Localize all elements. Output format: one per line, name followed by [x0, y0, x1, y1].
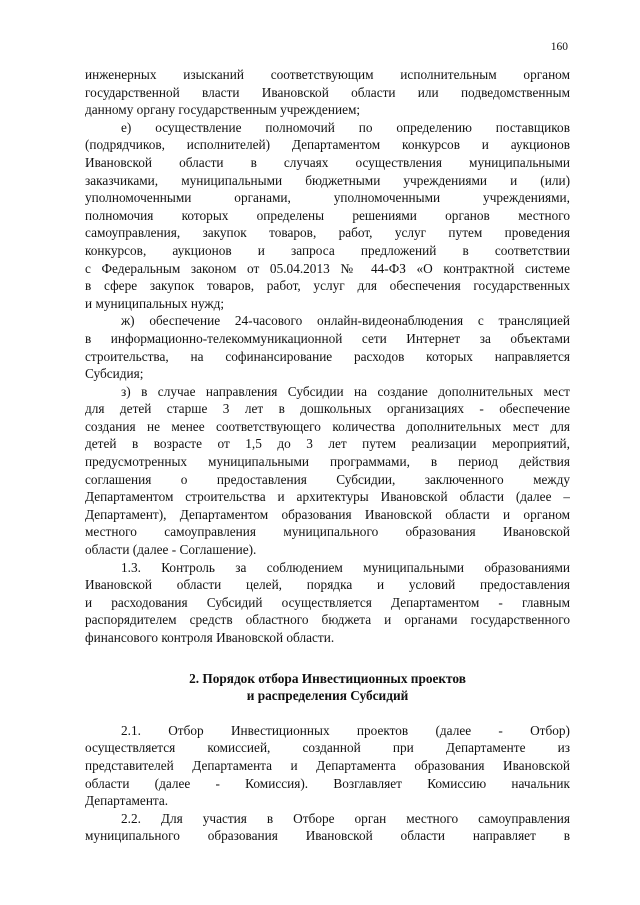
- text-line: данному органу государственным учреждением;: [85, 102, 361, 118]
- text-line: заказчиками, муниципальными бюджетными учреждениями и (или): [85, 172, 570, 188]
- paragraph-z-first-line: з) в случае направления Субсидии на создание дополнительных мест: [121, 383, 570, 399]
- text-line: в сфере закупок товаров, работ, услуг для обеспечения государственных: [85, 278, 570, 294]
- text-line: Ивановской области в случаях осуществления муниципальными: [85, 154, 570, 170]
- section-heading-line-2: и распределения Субсидий: [246, 688, 409, 704]
- text-line: Департаментом строительства и архитектуры Ивановской области (далее –: [85, 489, 570, 505]
- section-heading-line-1: 2. Порядок отбора Инвестиционных проектов: [189, 670, 466, 686]
- text-line: уполномоченными органами, уполномоченными учреждениями,: [85, 190, 570, 206]
- text-line: (подрядчиков, исполнителей) Департаментом конкурсов и аукционов: [85, 137, 570, 153]
- paragraph-e-first-line: е) осуществление полномочий по определению поставщиков: [121, 119, 570, 135]
- text-line: инженерных изысканий соответствующим исполнительным органом: [85, 67, 570, 82]
- text-line: распорядителем средств областного бюджета и органами государственного: [85, 612, 570, 628]
- text-line: конкурсов, аукционов и запроса предложений в соответствии: [85, 242, 570, 258]
- text-line: создания не менее соответствующего количества дополнительных мест для: [85, 418, 570, 434]
- text-line: в информационно-телекоммуникационной сети Интернет за объектами: [85, 330, 570, 346]
- text-line: Департамента.: [85, 793, 169, 809]
- text-line: с Федеральным законом от 05.04.2013 № 44-ФЗ «О контрактной системе: [85, 260, 570, 276]
- page-number: 160: [550, 41, 568, 53]
- text-line: государственной власти Ивановской области или подведомственным: [85, 84, 570, 100]
- paragraph-1-3-first-line: 1.3. Контроль за соблюдением муниципальными образованиями: [121, 559, 570, 575]
- text-line: предусмотренных муниципальными программами, в период действия: [85, 454, 570, 470]
- text-line: полномочия которых определены решениями органов местного: [85, 207, 570, 223]
- text-line: самоуправления, закупок товаров, работ, услуг путем проведения: [85, 225, 570, 241]
- paragraph-2-2-first-line: 2.2. Для участия в Отборе орган местного самоуправления: [121, 810, 570, 826]
- text-line: строительства, на софинансирование расходов которых направляется: [85, 348, 570, 364]
- text-line: Департамент), Департаментом образования Ивановской области и органом: [85, 506, 570, 522]
- document-body: [85, 66, 570, 845]
- text-line: для детей старше 3 лет в дошкольных организациях - обеспечение: [85, 401, 570, 417]
- text-line: области (далее - Соглашение).: [85, 542, 257, 558]
- text-line: местного самоуправления муниципального образования Ивановской: [85, 524, 570, 540]
- text-line: муниципального образования Ивановской области направляет в: [85, 828, 570, 844]
- paragraph-2-1-first-line: 2.1. Отбор Инвестиционных проектов (далее - Отбор): [121, 722, 570, 738]
- text-line: финансового контроля Ивановской области.: [85, 630, 335, 645]
- spacer: [85, 705, 570, 722]
- spacer: [85, 647, 570, 670]
- text-line: области (далее - Комиссия). Возглавляет Комиссию начальник: [85, 775, 570, 791]
- text-line: соглашения о предоставления Субсидии, заключенного между: [85, 471, 570, 487]
- text-line: и расходования Субсидий осуществляется Департаментом - главным: [85, 594, 570, 610]
- text-line: и муниципальных нужд;: [85, 295, 225, 311]
- text-line: представителей Департамента и Департамента образования Ивановской: [85, 757, 570, 773]
- text-line: Ивановской области целей, порядка и условий предоставления: [85, 577, 570, 593]
- text-line: детей в возрасте от 1,5 до 3 лет путем реализации мероприятий,: [85, 436, 570, 452]
- paragraph-zh-first-line: ж) обеспечение 24-часового онлайн-видеонаблюдения с трансляцией: [121, 313, 570, 329]
- text-line: Субсидия;: [85, 366, 144, 382]
- text-line: осуществляется комиссией, созданной при Департаменте из: [85, 740, 570, 756]
